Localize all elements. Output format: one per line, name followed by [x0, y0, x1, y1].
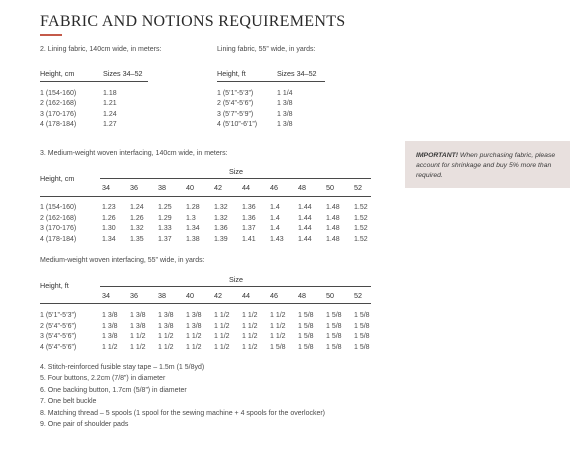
lining-cm-header-rule: [40, 81, 148, 82]
table-cell-value: 1 5/8: [326, 322, 342, 330]
table-cell-height: 1 (5’1”-5’3”): [40, 312, 77, 319]
table-cell-value: 1 1/2: [130, 333, 146, 341]
table-cell-value: 1 3/8: [158, 312, 174, 319]
table-cell-value: 1.32: [214, 204, 228, 211]
table-cell-value: 1.28: [186, 204, 200, 211]
size-header-44: 44: [242, 183, 250, 192]
interfacing-cm-caption: 3. Medium-weight woven interfacing, 140cm wide, in meters:: [40, 150, 228, 157]
table-cell-value: 1.52: [354, 214, 368, 222]
size-header-42: 42: [214, 291, 222, 300]
interfacing-cm-size-label: Size: [229, 167, 243, 176]
interfacing-cm-size-rule: [100, 178, 371, 179]
table-cell-value: 1 1/4: [277, 90, 293, 97]
table-cell-value: 1.37: [242, 225, 256, 233]
table-cell-value: 1.24: [103, 110, 117, 118]
table-cell-value: 1 3/8: [130, 312, 146, 319]
table-cell-value: 1 3/8: [277, 110, 293, 118]
table-cell-value: 1.39: [214, 235, 228, 243]
size-header-34: 34: [102, 183, 110, 192]
table-cell-value: 1.44: [298, 225, 312, 233]
table-cell-value: 1 1/2: [214, 333, 230, 341]
important-label: IMPORTANT!: [416, 152, 459, 159]
lining-ft-col-sizes: Sizes 34–52: [277, 69, 317, 78]
table-cell-height: 2 (162-168): [40, 214, 77, 222]
size-header-36: 36: [130, 291, 138, 300]
table-cell-value: 1 3/8: [277, 100, 293, 108]
table-cell-height: 1 (154-160): [40, 204, 77, 211]
table-cell-value: 1.26: [130, 214, 144, 222]
table-cell-value: 1.34: [102, 235, 116, 243]
notion-item: 9. One pair of shoulder pads: [40, 421, 129, 428]
table-cell-value: 1.4: [270, 225, 280, 233]
table-cell-value: 1.30: [102, 225, 116, 233]
table-cell-height: 4 (5’10”-6’1”): [217, 120, 258, 128]
table-cell-height: 4 (5’4”-5’6”): [40, 343, 77, 351]
size-header-52: 52: [354, 183, 362, 192]
table-cell-value: 1.29: [158, 214, 172, 222]
table-cell-height: 4 (178-184): [40, 120, 77, 128]
table-cell-value: 1 3/8: [158, 322, 174, 330]
notion-item: 7. One belt buckle: [40, 398, 97, 406]
table-cell-value: 1 1/2: [214, 322, 230, 330]
table-cell-value: 1.4: [270, 214, 280, 222]
size-header-40: 40: [186, 183, 194, 192]
table-cell-value: 1 1/2: [242, 333, 258, 341]
table-cell-value: 1 5/8: [354, 333, 370, 341]
table-cell-height: 1 (5’1”-5’3”): [217, 90, 254, 97]
table-cell-value: 1 5/8: [298, 322, 314, 330]
table-cell-value: 1 1/2: [214, 343, 230, 351]
interfacing-cm-row-header: Height, cm: [40, 174, 75, 183]
table-cell-value: 1 3/8: [186, 312, 202, 319]
table-cell-value: 1 5/8: [354, 343, 370, 351]
size-header-42: 42: [214, 183, 222, 192]
table-cell-value: 1.32: [214, 214, 228, 222]
size-header-36: 36: [130, 183, 138, 192]
table-cell-value: 1 1/2: [270, 333, 286, 341]
table-cell-value: 1 5/8: [298, 312, 314, 319]
table-cell-value: 1.44: [298, 204, 312, 211]
size-header-48: 48: [298, 183, 306, 192]
size-header-46: 46: [270, 291, 278, 300]
lining-ft-caption: Lining fabric, 55” wide, in yards:: [217, 46, 316, 53]
notion-item: 5. Four buttons, 2.2cm (7/8”) in diameter: [40, 375, 166, 383]
table-cell-height: 2 (162-168): [40, 100, 77, 108]
table-cell-value: 1.35: [130, 235, 144, 243]
table-cell-value: 1 5/8: [298, 343, 314, 351]
table-cell-value: 1 3/8: [277, 120, 293, 128]
table-cell-value: 1.23: [102, 204, 116, 211]
interfacing-ft-caption: Medium-weight woven interfacing, 55” wide, in yards:: [40, 257, 205, 264]
table-cell-value: 1.27: [103, 120, 117, 128]
lining-cm-col-sizes: Sizes 34–52: [103, 69, 143, 78]
table-cell-value: 1.48: [326, 214, 340, 222]
table-cell-value: 1.33: [158, 225, 172, 233]
table-cell-value: 1 3/8: [130, 322, 146, 330]
table-cell-value: 1.52: [354, 225, 368, 233]
table-cell-height: 1 (154-160): [40, 90, 77, 97]
table-cell-value: 1.32: [130, 225, 144, 233]
table-cell-value: 1.38: [186, 235, 200, 243]
size-header-38: 38: [158, 291, 166, 300]
table-cell-value: 1.43: [270, 235, 284, 243]
table-cell-value: 1 1/2: [214, 312, 230, 319]
table-cell-value: 1 1/2: [158, 343, 174, 351]
table-cell-value: 1.44: [298, 235, 312, 243]
table-cell-value: 1.36: [214, 225, 228, 233]
title-underline: [40, 34, 62, 36]
lining-cm-caption: 2. Lining fabric, 140cm wide, in meters:: [40, 46, 162, 53]
table-cell-value: 1.21: [103, 100, 117, 108]
interfacing-ft-header-rule: [40, 303, 371, 304]
table-cell-value: 1 5/8: [326, 343, 342, 351]
table-cell-value: 1 3/8: [102, 322, 118, 330]
table-cell-value: 1.52: [354, 235, 368, 243]
table-cell-value: 1 3/8: [102, 312, 118, 319]
table-cell-value: 1.44: [298, 214, 312, 222]
table-cell-value: 1 1/2: [102, 343, 118, 351]
notion-item: 6. One backing button, 1.7cm (5/8”) in diameter: [40, 386, 187, 394]
table-cell-value: 1 1/2: [270, 322, 286, 330]
table-cell-value: 1 1/2: [158, 333, 174, 341]
table-cell-value: 1.36: [242, 214, 256, 222]
size-header-48: 48: [298, 291, 306, 300]
table-cell-value: 1 1/2: [242, 343, 258, 351]
table-cell-value: 1 1/2: [186, 333, 202, 341]
size-header-44: 44: [242, 291, 250, 300]
table-cell-value: 1.18: [103, 90, 117, 97]
size-header-34: 34: [102, 291, 110, 300]
table-cell-value: 1.52: [354, 204, 368, 211]
notion-item: 8. Matching thread – 5 spools (1 spool for the sewing machine + 4 spools for the overlocker): [40, 409, 326, 417]
table-cell-value: 1 5/8: [326, 312, 342, 319]
interfacing-ft-size-rule: [100, 286, 371, 287]
size-header-40: 40: [186, 291, 194, 300]
table-cell-value: 1 1/2: [270, 312, 286, 319]
important-note: [416, 151, 562, 180]
size-header-38: 38: [158, 183, 166, 192]
table-cell-value: 1 1/2: [242, 312, 258, 319]
table-cell-value: 1.24: [130, 204, 144, 211]
table-cell-value: 1 1/2: [242, 322, 258, 330]
lining-cm-col-height: Height, cm: [40, 69, 75, 78]
table-cell-height: 2 (5’4”-5’6”): [40, 322, 77, 330]
interfacing-ft-row-header: Height, ft: [40, 281, 69, 290]
table-cell-value: 1.25: [158, 204, 172, 211]
table-cell-height: 4 (178-184): [40, 235, 77, 243]
lining-ft-header-rule: [217, 81, 325, 82]
table-cell-value: 1 5/8: [270, 343, 286, 351]
table-cell-value: 1.34: [186, 225, 200, 233]
table-cell-value: 1 5/8: [354, 322, 370, 330]
table-cell-height: 3 (5’4”-5’6”): [40, 333, 77, 341]
table-cell-value: 1.41: [242, 235, 256, 243]
size-header-52: 52: [354, 291, 362, 300]
table-cell-value: 1 3/8: [102, 333, 118, 341]
size-header-46: 46: [270, 183, 278, 192]
table-cell-height: 3 (170-176): [40, 110, 77, 118]
table-cell-value: 1 3/8: [186, 322, 202, 330]
table-cell-value: 1.37: [158, 235, 172, 243]
table-cell-value: 1.36: [242, 204, 256, 211]
lining-ft-col-height: Height, ft: [217, 69, 246, 78]
table-cell-value: 1.48: [326, 225, 340, 233]
table-cell-value: 1 5/8: [326, 333, 342, 341]
table-cell-height: 2 (5’4”-5’6”): [217, 100, 254, 108]
table-cell-height: 3 (5’7”-5’9”): [217, 110, 254, 118]
table-cell-value: 1 1/2: [130, 343, 146, 351]
interfacing-cm-header-rule: [40, 196, 371, 197]
table-cell-value: 1 1/2: [186, 343, 202, 351]
table-cell-value: 1 5/8: [354, 312, 370, 319]
important-text: When purchasing fabric, please account for shrinkage and buy 5% more than required.: [416, 152, 556, 179]
table-cell-value: 1 5/8: [298, 333, 314, 341]
notion-item: 4. Stitch-reinforced fusible stay tape – 1.5m (1 5/8yd): [40, 364, 205, 371]
table-cell-value: 1.48: [326, 235, 340, 243]
size-header-50: 50: [326, 291, 334, 300]
table-cell-value: 1.3: [186, 214, 196, 222]
table-cell-value: 1.26: [102, 214, 116, 222]
interfacing-ft-size-label: Size: [229, 275, 243, 284]
table-cell-height: 3 (170-176): [40, 225, 77, 233]
size-header-50: 50: [326, 183, 334, 192]
page-title: FABRIC AND NOTIONS REQUIREMENTS: [40, 13, 346, 30]
table-cell-value: 1.4: [270, 204, 280, 211]
table-cell-value: 1.48: [326, 204, 340, 211]
